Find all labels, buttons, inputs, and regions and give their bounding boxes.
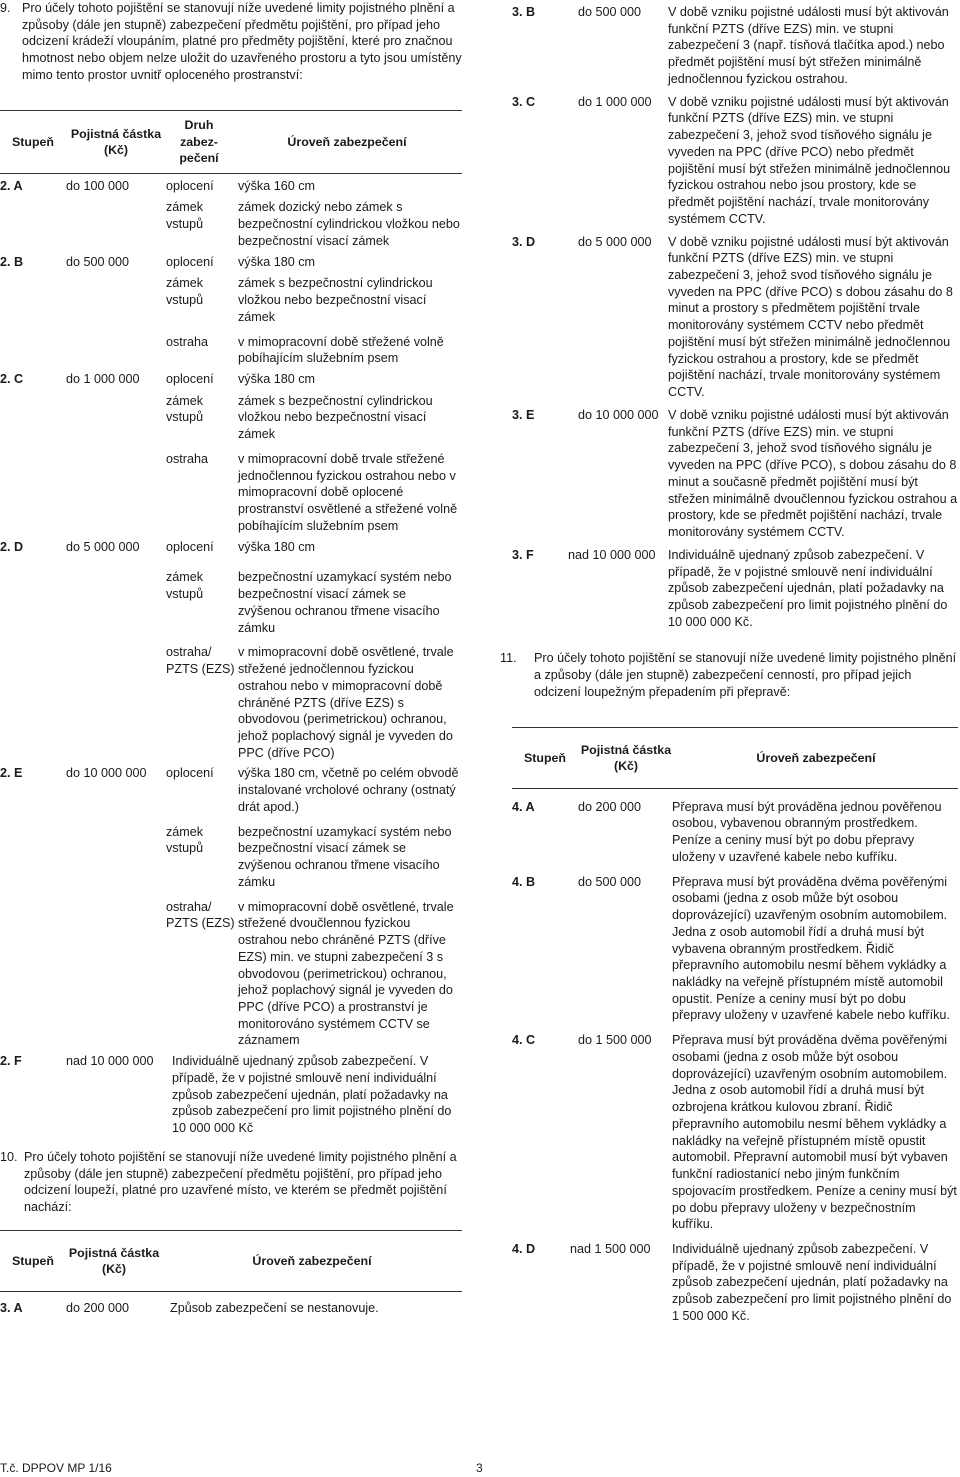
- cell-stupen: 3. A: [0, 1300, 23, 1315]
- cell-uroven: Přeprava musí být prováděna dvěma pověřenými osobami (jedna z osob může být osobou doprovázející) uzavřeným osobním automobilem. Jedna z osob automobil řídí a druhá musí být vybavena obranným prostředkem. Řidič přepravního automobilu nesmí během vykládky a nakládky na veřejně přístupném místě automobil opustit. Peníze a ceniny musí být po dobu přepravy uloženy v uzavřené kabele nebo kufříku.: [672, 874, 950, 1023]
- cell-druh: zámek vstupů: [166, 824, 204, 856]
- table-row: [0, 1300, 462, 1317]
- header-stupen: Stupeň: [524, 750, 566, 765]
- header-uroven: Úroveň zabezpečení: [252, 1253, 372, 1268]
- cell-stupen: 3. B: [512, 5, 536, 19]
- clause-text: Pro účely tohoto pojištění se stanovují níže uvedené limity pojistného plnění a způsoby (dále jen stupně) zabezpečení cenností, pro případ jejich odcizení loupežným přepadením při přepravě:: [534, 651, 957, 699]
- cell-uroven: Přeprava musí být prováděna dvěma pověřenými osobami (jedna z osob může být osobou doprovázející) uzavřeným osobním automobilem. Jedna z osob automobil řídí a druhá musí být ozbrojena krátkou kulovou zbraní. Řidič přepravního automobilu nesmí během vykládky a nakládky na veřejně přístupném místě opustit automobil. Přepravní automobil musí být vybaven funkční radiostanicí nebo jiným funkčním spojovacím prostředkem. Peníze a ceniny musí být po dobu přepravy uloženy v bezpečnostním kufříku.: [672, 1033, 957, 1232]
- cell-druh: oplocení: [166, 178, 214, 193]
- cell-uroven: V době vzniku pojistné události musí být aktivován funkční PZTS (dříve EZS) min. ve stupni zabezpečení 3, jehož svod tísňového signálu je vyveden na PPC (dříve PCO), s dobou zásahu do 8 minut a současně předmět pojištění musí být střežen minimálně dvoučlennou fyzickou ostrahou a prostory, kde se předmět pojištění nachází, trvale monitorovány systémem CCTV.: [668, 407, 958, 540]
- cell-druh: zámek vstupů: [166, 276, 204, 308]
- cell-uroven: výška 160 cm: [238, 178, 315, 193]
- table-2-header: [0, 1230, 462, 1292]
- clause-number: 9.: [0, 1, 11, 15]
- clause-9: [0, 0, 462, 84]
- cell-druh: ostraha/ PZTS (EZS): [166, 645, 235, 677]
- cell-uroven: výška 180 cm: [238, 539, 315, 554]
- cell-stupen: 4. C: [512, 1033, 536, 1048]
- cell-castka: do 10 000 000: [66, 766, 147, 781]
- cell-castka: do 1 000 000: [578, 94, 652, 109]
- cell-stupen: 2. E: [0, 766, 23, 781]
- header-druh: Druh zabez- pečení: [179, 118, 219, 165]
- header-uroven: Úroveň zabezpečení: [287, 134, 407, 149]
- cell-stupen: 2. B: [0, 254, 24, 269]
- header-uroven: Úroveň zabezpečení: [756, 750, 876, 765]
- table-row: [0, 765, 462, 815]
- table-subrow: [0, 199, 462, 249]
- cell-castka: do 5 000 000: [66, 539, 140, 554]
- clause-number: 10.: [0, 1149, 18, 1164]
- cell-druh: ostraha: [166, 334, 209, 349]
- cell-uroven: výška 180 cm: [238, 254, 315, 269]
- cell-uroven: výška 180 cm, včetně po celém obvodě instalované vrcholové ochrany (ostnatý drát apod.): [238, 766, 459, 814]
- cell-uroven: V době vzniku pojistné události musí být aktivován funkční PZTS (dříve EZS) min. ve stupni zabezpečení 3 (např. tísňová tlačítka apod.) nebo předmět pojištění musí být střežen minimálně jednočlennou fyzickou ostrahou.: [668, 5, 949, 86]
- table-2-continued: [512, 4, 958, 630]
- header-stupen: Stupeň: [12, 1253, 54, 1268]
- clause-number: 11.: [500, 651, 517, 666]
- cell-uroven: v mimopracovní době osvětlené, trvale střežené jednočlennou fyzickou ostrahou nebo v mimopracovní době chráněné PZTS (dříve EZS) s obvodovou (perimetrickou) ochranou, jehož poplachový signál je vyveden do PPC (dříve PCO): [238, 645, 454, 760]
- table-row: [512, 234, 958, 401]
- cell-uroven: Individuálně ujednaný způsob zabezpečení. V případě, že v pojistné smlouvě není individuální způsob zabezpečení ujednán, platí požadavky na způsob zabezpečení pro limit pojistného plnění do 10 000 000 Kč.: [668, 547, 948, 629]
- table-subrow: [0, 644, 462, 761]
- cell-druh: zámek vstupů: [166, 393, 204, 425]
- table-subrow: [0, 451, 462, 535]
- table-row: [0, 1053, 462, 1137]
- cell-uroven: v mimopracovní době osvětlené, trvale střežené dvoučlennou fyzickou ostrahou nebo chráněné PZTS (dříve EZS) min. ve stupni zabezpečení 3 s obvodovou (perimetrickou) ochranou, jehož poplachový signál je vyveden do PPC (dříve PCO) a prostranství je monitorováno systémem CCTV se záznamem: [238, 899, 454, 1048]
- table-row: [0, 254, 462, 271]
- cell-uroven: zámek dozický nebo zámek s bezpečnostní cylindrickou vložkou nebo bezpečnostní visací zámek: [238, 200, 460, 248]
- cell-castka: do 200 000: [578, 799, 642, 814]
- table-row: [0, 539, 462, 556]
- cell-uroven: Způsob zabezpečení se nestanovuje.: [170, 1300, 379, 1315]
- table-3-header: [512, 727, 958, 789]
- table-1-body: [0, 178, 462, 1137]
- document-code: T.č. DPPOV MP 1/16: [0, 1461, 112, 1475]
- table-subrow: [0, 899, 462, 1050]
- cell-stupen: 3. F: [512, 547, 534, 562]
- cell-stupen: 2. D: [0, 539, 24, 554]
- cell-druh: zámek vstupů: [166, 570, 204, 602]
- cell-druh: oplocení: [166, 539, 214, 554]
- table-row: [0, 178, 462, 195]
- table-row: [512, 94, 958, 228]
- table-subrow: [0, 824, 462, 891]
- header-castka: Pojistná částka (Kč): [70, 126, 162, 157]
- table-row: [512, 547, 958, 631]
- cell-stupen: 4. A: [512, 799, 535, 814]
- cell-castka: nad 10 000 000: [568, 547, 656, 562]
- cell-castka: do 1 500 000: [578, 1033, 652, 1048]
- cell-uroven: V době vzniku pojistné události musí být aktivován funkční PZTS (dříve EZS) min. ve stupni zabezpečení 3, jehož svod tísňového signálu je vyveden na PPC (dříve PCO) nebo předmět pojištění musí být střežen minimálně jednočlennou fyzickou ostrahou nebo jsou prostory, kde se předmět pojištění nachází, trvale monitorovány systémem CCTV.: [668, 94, 951, 226]
- cell-uroven: zámek s bezpečnostní cylindrickou vložkou nebo bezpečnostní visací zámek: [238, 276, 433, 324]
- header-castka: Pojistná částka (Kč): [580, 742, 672, 773]
- clause-10: [0, 1149, 462, 1216]
- cell-druh: oplocení: [166, 254, 214, 269]
- right-column: [500, 0, 958, 1325]
- table-subrow: [0, 334, 462, 367]
- cell-castka: do 500 000: [578, 5, 642, 19]
- cell-castka: do 100 000: [66, 178, 130, 193]
- cell-castka: do 1 000 000: [66, 372, 140, 387]
- cell-uroven: V době vzniku pojistné události musí být aktivován funkční PZTS (dříve EZS) min. ve stupni zabezpečení 3, jehož svod tísňového signálu je vyveden na PPC (dříve PCO) s dobou zásahu do 8 minut a prostory s předmětem pojištění trvale monitorovány systémem CCTV nebo předmět pojištění musí být střežen minimálně jednočlennou fyzickou ostrahou a prostory, kde se předmět pojištění nachází, trvale monitorovány systémem CCTV.: [668, 234, 953, 400]
- cell-castka: do 500 000: [578, 874, 642, 889]
- cell-castka: nad 10 000 000: [66, 1054, 154, 1069]
- clause-text: Pro účely tohoto pojištění se stanovují níže uvedené limity pojistného plnění a způsoby (dále jen stupně) zabezpečení předmětu pojištění, pro případ jeho odcizení krádeží vloupáním, platné pro předměty pojištění, které pro značnou hmotnost nebo objem nelze uložit do uzavřeného prostoru a tyto jsou umístěny mimo tento prostor uvnitř oploceného prostranství:: [22, 1, 462, 82]
- cell-castka: do 10 000 000: [578, 407, 659, 422]
- table-3-body: [512, 799, 958, 1325]
- table-row: [512, 874, 958, 1025]
- table-row: [512, 799, 958, 866]
- clause-text: Pro účely tohoto pojištění se stanovují níže uvedené limity pojistného plnění a způsoby (dále jen stupně) zabezpečení předmětu pojištění, pro případ jeho odcizení loupeží, platné pro uzavřené místo, ve kterém se předmět pojištění nachází:: [24, 1149, 457, 1215]
- cell-castka: do 200 000: [66, 1300, 130, 1315]
- cell-stupen: 4. B: [512, 874, 536, 889]
- header-castka: Pojistná částka (Kč): [68, 1245, 160, 1276]
- cell-stupen: 3. C: [512, 94, 536, 109]
- cell-druh: ostraha: [166, 451, 209, 466]
- cell-uroven: bezpečnostní uzamykací systém nebo bezpečnostní visací zámek se zvýšenou ochranou třmene visacího zámku: [238, 570, 452, 635]
- table-row: [512, 407, 958, 541]
- cell-stupen: 3. E: [512, 407, 535, 422]
- table-row: [512, 1032, 958, 1233]
- table-row: [0, 371, 462, 388]
- table-subrow: [0, 275, 462, 325]
- cell-uroven: v mimopracovní době střežené volně pobíhajícím služebním psem: [238, 334, 444, 366]
- cell-stupen: 3. D: [512, 234, 536, 249]
- table-1-header: [0, 110, 462, 174]
- cell-stupen: 2. A: [0, 178, 23, 193]
- table-subrow: [0, 393, 462, 443]
- cell-druh: zámek vstupů: [166, 200, 204, 232]
- cell-stupen: 4. D: [512, 1242, 536, 1256]
- cell-druh: oplocení: [166, 372, 214, 387]
- cell-stupen: 2. C: [0, 372, 24, 387]
- cell-uroven: zámek s bezpečnostní cylindrickou vložkou nebo bezpečnostní visací zámek: [238, 393, 433, 442]
- cell-uroven: Individuálně ujednaný způsob zabezpečení. V případě, že v pojistné smlouvě není individuální způsob zabezpečení ujednán, platí požadavky na způsob zabezpečení pro limit pojistného plnění do 1 500 000 Kč.: [672, 1242, 952, 1323]
- cell-castka: do 500 000: [66, 254, 130, 269]
- table-row: [512, 1241, 958, 1325]
- cell-stupen: 2. F: [0, 1054, 22, 1069]
- cell-uroven: výška 180 cm: [238, 372, 315, 387]
- cell-uroven: Individuálně ujednaný způsob zabezpečení. V případě, že v pojistné smlouvě není individuální způsob zabezpečení ujednán, platí požadavky na způsob zabezpečení pro limit pojistného plnění do 10 000 000 Kč: [172, 1054, 452, 1136]
- header-stupen: Stupeň: [12, 134, 54, 149]
- cell-uroven: v mimopracovní době trvale střežené jednočlennou fyzickou ostrahou nebo v mimopracovní době oplocené prostranství osvětlené a střežené volně pobíhajícím služebním psem: [238, 451, 458, 533]
- cell-uroven: Přeprava musí být prováděna jednou pověřenou osobou, vybavenou obranným prostředkem. Peníze a ceniny musí být po dobu přepravy uloženy v uzavřené kabele nebo kufříku.: [672, 799, 942, 864]
- cell-druh: oplocení: [166, 766, 214, 781]
- cell-druh: ostraha/ PZTS (EZS): [166, 899, 235, 931]
- clause-11: [500, 650, 958, 700]
- cell-castka: nad 1 500 000: [570, 1242, 651, 1256]
- table-subrow: [0, 569, 462, 636]
- page-number: 3: [476, 1461, 483, 1475]
- table-row: [512, 4, 958, 88]
- left-column: [0, 0, 462, 1317]
- cell-castka: do 5 000 000: [578, 234, 652, 249]
- cell-uroven: bezpečnostní uzamykací systém nebo bezpečnostní visací zámek se zvýšenou ochranou třmene visacího zámku: [238, 824, 452, 889]
